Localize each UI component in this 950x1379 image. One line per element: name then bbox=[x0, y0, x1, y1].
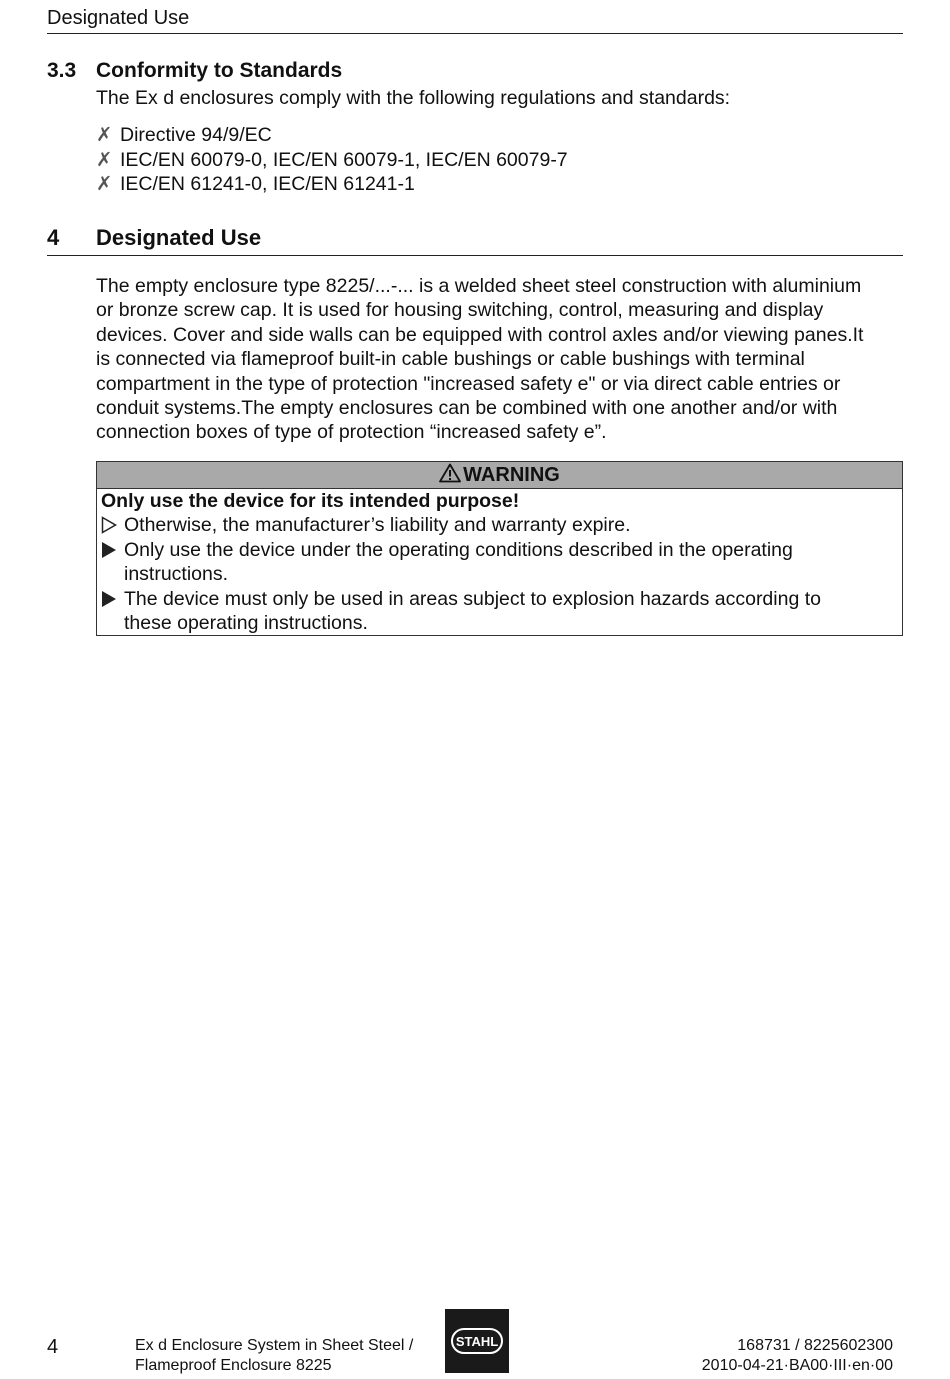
paragraph-line: compartment in the type of protection "increased safety e" or via direct cable entries or bbox=[96, 372, 841, 395]
action-line: The device must only be used in areas subject to explosion hazards according to bbox=[124, 587, 821, 610]
consequence-text: Otherwise, the manufacturer’s liability and warranty expire. bbox=[124, 514, 631, 536]
paragraph-line: conduit systems.The empty enclosures can be combined with one another and/or with bbox=[96, 396, 838, 419]
cross-mark-icon: ✗ bbox=[96, 148, 113, 171]
doc-title-line: Flameproof Enclosure 8225 bbox=[135, 1356, 332, 1374]
chapter-title: Designated Use bbox=[96, 225, 262, 250]
footer-doc-title bbox=[135, 1336, 413, 1375]
doc-title-line: Ex d Enclosure System in Sheet Steel / bbox=[135, 1337, 414, 1354]
paragraph-line: or bronze screw cap. It is used for housing switching, control, measuring and display bbox=[96, 299, 824, 322]
warning-action bbox=[101, 538, 793, 587]
cross-mark-icon: ✗ bbox=[96, 124, 113, 146]
warning-box bbox=[96, 461, 903, 636]
section-title: Conformity to Standards bbox=[96, 59, 343, 82]
standards-list bbox=[96, 123, 568, 197]
action-line: Only use the device under the operating conditions described in the operating bbox=[124, 538, 793, 561]
action-text bbox=[124, 587, 821, 636]
list-item bbox=[96, 172, 568, 197]
list-item bbox=[96, 148, 568, 173]
warning-consequence bbox=[101, 513, 631, 538]
action-line: these operating instructions. bbox=[124, 612, 368, 634]
section-number: 3.3 bbox=[47, 59, 77, 82]
doc-revision: 2010-04-21·BA00·III·en·00 bbox=[701, 1356, 893, 1374]
solid-triangle-icon bbox=[101, 538, 124, 563]
warning-triangle-icon bbox=[439, 463, 461, 490]
outline-triangle-icon bbox=[101, 513, 124, 538]
standard-text: IEC/EN 61241-0, IEC/EN 61241-1 bbox=[120, 173, 415, 195]
header-divider bbox=[47, 33, 903, 34]
standard-text: Directive 94/9/EC bbox=[120, 124, 272, 146]
chapter-number: 4 bbox=[47, 225, 60, 250]
page-number: 4 bbox=[47, 1336, 59, 1358]
running-header: Designated Use bbox=[47, 7, 190, 29]
designated-use-paragraph bbox=[96, 274, 863, 445]
solid-triangle-icon bbox=[101, 587, 124, 612]
paragraph-line: connection boxes of type of protection “increased safety e”. bbox=[96, 421, 607, 444]
action-text bbox=[124, 538, 793, 587]
warning-label: WARNING bbox=[463, 464, 560, 486]
warning-lead: Only use the device for its intended purpose! bbox=[101, 490, 520, 512]
paragraph-line: is connected via flameproof built-in cable bushings or cable bushings with terminal bbox=[96, 348, 805, 371]
action-line: instructions. bbox=[124, 563, 229, 585]
chapter-divider bbox=[47, 255, 903, 256]
logo-text: STAHL bbox=[455, 1334, 499, 1349]
list-item bbox=[96, 123, 568, 148]
standard-text: IEC/EN 60079-0, IEC/EN 60079-1, IEC/EN 60079-7 bbox=[120, 148, 568, 171]
warning-header bbox=[97, 462, 902, 489]
warning-action bbox=[101, 587, 821, 636]
paragraph-line: devices. Cover and side walls can be equipped with control axles and/or viewing panes.It bbox=[96, 323, 864, 346]
paragraph-line: The empty enclosure type 8225/...-... is a welded sheet steel construction with aluminium bbox=[96, 275, 862, 297]
cross-mark-icon: ✗ bbox=[96, 173, 113, 195]
stahl-logo bbox=[445, 1309, 509, 1373]
footer-doc-info bbox=[630, 1336, 893, 1375]
section-intro: The Ex d enclosures comply with the following regulations and standards: bbox=[96, 87, 731, 109]
doc-number: 168731 / 8225602300 bbox=[737, 1337, 893, 1354]
